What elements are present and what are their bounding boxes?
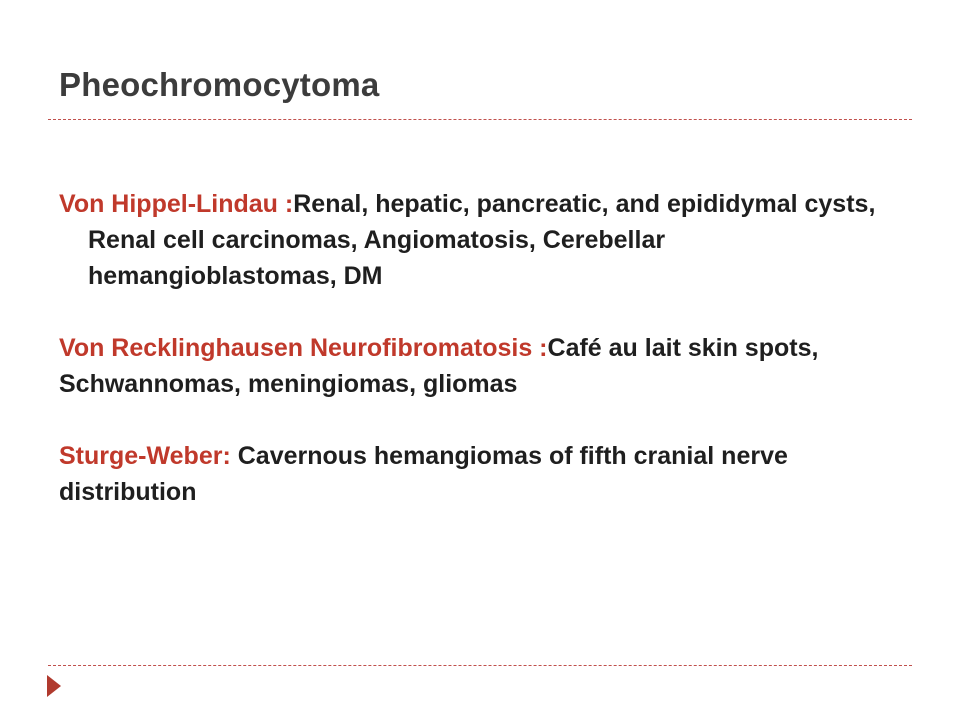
- desc-sturge-weber: Cavernous hemangiomas of fifth cranial nerve distribution: [59, 442, 788, 506]
- entry-von-hippel-lindau: [59, 186, 889, 294]
- slide-content: [59, 186, 889, 546]
- slide-title: Pheochromocytoma: [59, 66, 380, 103]
- term-sturge-weber: Sturge-Weber:: [59, 442, 238, 470]
- entry-von-recklinghausen: [59, 330, 889, 402]
- desc-von-recklinghausen: Café au lait skin spots, Schwannomas, meningiomas, gliomas: [59, 334, 819, 398]
- bottom-divider: [48, 665, 912, 666]
- top-divider: [48, 119, 912, 120]
- triangle-right-icon: [47, 675, 61, 697]
- entry-sturge-weber: [59, 438, 889, 510]
- term-von-hippel-lindau: Von Hippel-Lindau :: [59, 190, 294, 218]
- term-von-recklinghausen: Von Recklinghausen Neurofibromatosis :: [59, 334, 548, 362]
- desc-von-hippel-lindau: Renal, hepatic, pancreatic, and epididymal cysts, Renal cell carcinomas, Angiomatosis, Cerebellar hemangioblastomas, DM: [88, 190, 876, 290]
